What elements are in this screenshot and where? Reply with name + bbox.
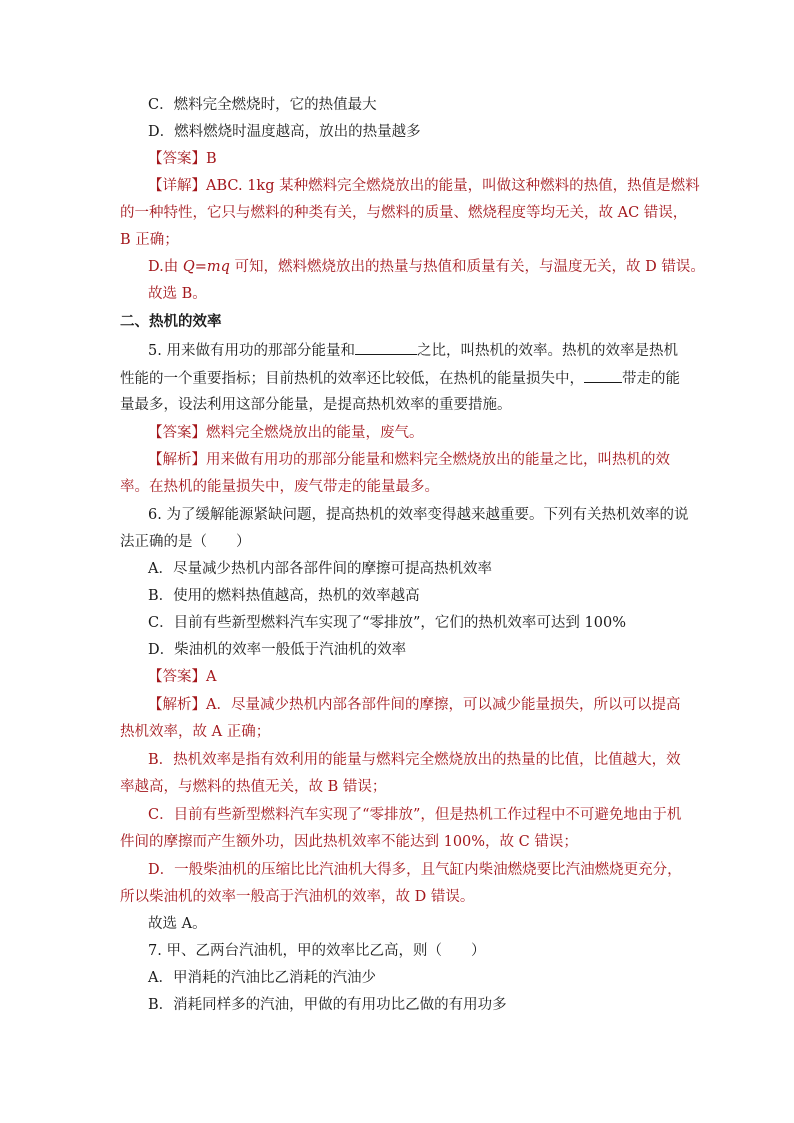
q5-analysis-line-2: 率。在热机的能量损失中，废气带走的能量最多。 bbox=[120, 479, 439, 495]
q7-option-b: B．消耗同样多的汽油，甲做的有用功比乙做的有用功多 bbox=[148, 997, 507, 1013]
answer-tag: 【答案】 bbox=[148, 669, 206, 685]
q6-answer bbox=[148, 667, 216, 687]
q4-detail-line-2: 的一种特性，它只与燃料的种类有关，与燃料的质量、燃烧程度等均无关，故 AC 错误， bbox=[120, 205, 688, 221]
answer-tag: 【答案】 bbox=[148, 151, 206, 167]
q6-analysis-a-line-1 bbox=[148, 695, 680, 715]
fill-blank bbox=[355, 340, 417, 355]
q6-option-d: D．柴油机的效率一般低于汽油机的效率 bbox=[148, 642, 407, 658]
q6-stem-line-1: 6. 为了缓解能源紧缺问题，提高热机的效率变得越来越重要。下列有关热机效率的说 bbox=[148, 507, 689, 523]
q6-conclusion: 故选 A。 bbox=[148, 916, 207, 932]
q6-analysis-b-line-2: 率越高，与燃料的热值无关，故 B 错误； bbox=[120, 779, 387, 795]
answer-value: 燃料完全燃烧放出的能量，废气。 bbox=[206, 425, 424, 441]
q5-stem-line-3: 量最多，设法利用这部分能量，是提高热机效率的重要措施。 bbox=[120, 397, 512, 413]
answer-value: A bbox=[206, 669, 217, 685]
q6-analysis-a-line-2: 热机效率，故 A 正确； bbox=[120, 724, 271, 740]
formula: Q=mq bbox=[182, 259, 230, 275]
stem-text: 5. 用来做有用功的那部分能量和 bbox=[148, 343, 355, 359]
q6-stem-line-2: 法正确的是（ ） bbox=[120, 534, 251, 550]
q6-analysis-b-line-1: B．热机效率是指有效利用的能量与燃料完全燃烧放出的热量的比值，比值越大，效 bbox=[148, 752, 681, 768]
answer-value: B bbox=[206, 151, 217, 167]
q6-analysis-d-line-2: 所以柴油机的效率一般高于汽油机的效率，故 D 错误。 bbox=[120, 889, 475, 905]
q6-option-b: B．使用的燃料热值越高，热机的效率越高 bbox=[148, 588, 420, 604]
q5-answer bbox=[148, 423, 424, 443]
q6-option-a: A．尽量减少热机内部各部件间的摩擦可提高热机效率 bbox=[148, 561, 492, 577]
q4-answer bbox=[148, 149, 217, 169]
detail-text: 可知，燃料燃烧放出的热量与热值和质量有关，与温度无关，故 D 错误。 bbox=[229, 259, 705, 275]
q4-detail-line-3: B 正确； bbox=[120, 232, 179, 248]
answer-tag: 【答案】 bbox=[148, 425, 206, 441]
section-title: 二、热机的效率 bbox=[120, 313, 222, 330]
q4-detail-line-4 bbox=[148, 257, 705, 277]
analysis-text: 用来做有用功的那部分能量和燃料完全燃烧放出的能量之比，叫热机的效 bbox=[206, 452, 670, 468]
q5-stem-line-1 bbox=[148, 340, 678, 361]
analysis-tag: 【解析】 bbox=[148, 452, 206, 468]
stem-text: 带走的能 bbox=[622, 371, 680, 387]
q7-stem: 7. 甲、乙两台汽油机，甲的效率比乙高，则（ ） bbox=[148, 943, 486, 959]
analysis-text: A．尽量减少热机内部各部件间的摩擦，可以减少能量损失，所以可以提高 bbox=[206, 697, 681, 713]
fill-blank bbox=[584, 368, 622, 383]
q4-conclusion: 故选 B。 bbox=[148, 286, 207, 302]
detail-tag: 【详解】 bbox=[148, 178, 206, 194]
q6-analysis-d-line-1: D．一般柴油机的压缩比比汽油机大得多，且气缸内柴油燃烧要比汽油燃烧更充分， bbox=[148, 862, 682, 878]
q4-detail-line-1 bbox=[148, 176, 700, 196]
analysis-tag: 【解析】 bbox=[148, 697, 206, 713]
stem-text: 之比，叫热机的效率。热机的效率是热机 bbox=[416, 343, 678, 359]
detail-text: ABC. 1kg 某种燃料完全燃烧放出的能量，叫做这种燃料的热值，热值是燃料 bbox=[206, 178, 700, 194]
q4-option-c: C．燃料完全燃烧时，它的热值最大 bbox=[148, 97, 377, 113]
q6-analysis-c-line-1: C．目前有些新型燃料汽车实现了“零排放”，但是热机工作过程中不可避免地由于机 bbox=[148, 807, 682, 823]
q7-option-a: A．甲消耗的汽油比乙消耗的汽油少 bbox=[148, 970, 376, 986]
q6-option-c: C．目前有些新型燃料汽车实现了“零排放”，它们的热机效率可达到 100% bbox=[148, 615, 626, 631]
q5-stem-line-2 bbox=[120, 368, 680, 389]
q4-option-d: D．燃料燃烧时温度越高，放出的热量越多 bbox=[148, 124, 421, 140]
q5-analysis-line-1 bbox=[148, 450, 670, 470]
q6-analysis-c-line-2: 件间的摩擦而产生额外功，因此热机效率不能达到 100%，故 C 错误； bbox=[120, 834, 578, 850]
detail-text: D.由 bbox=[148, 259, 183, 275]
stem-text: 性能的一个重要指标；目前热机的效率还比较低，在热机的能量损失中， bbox=[120, 371, 584, 387]
